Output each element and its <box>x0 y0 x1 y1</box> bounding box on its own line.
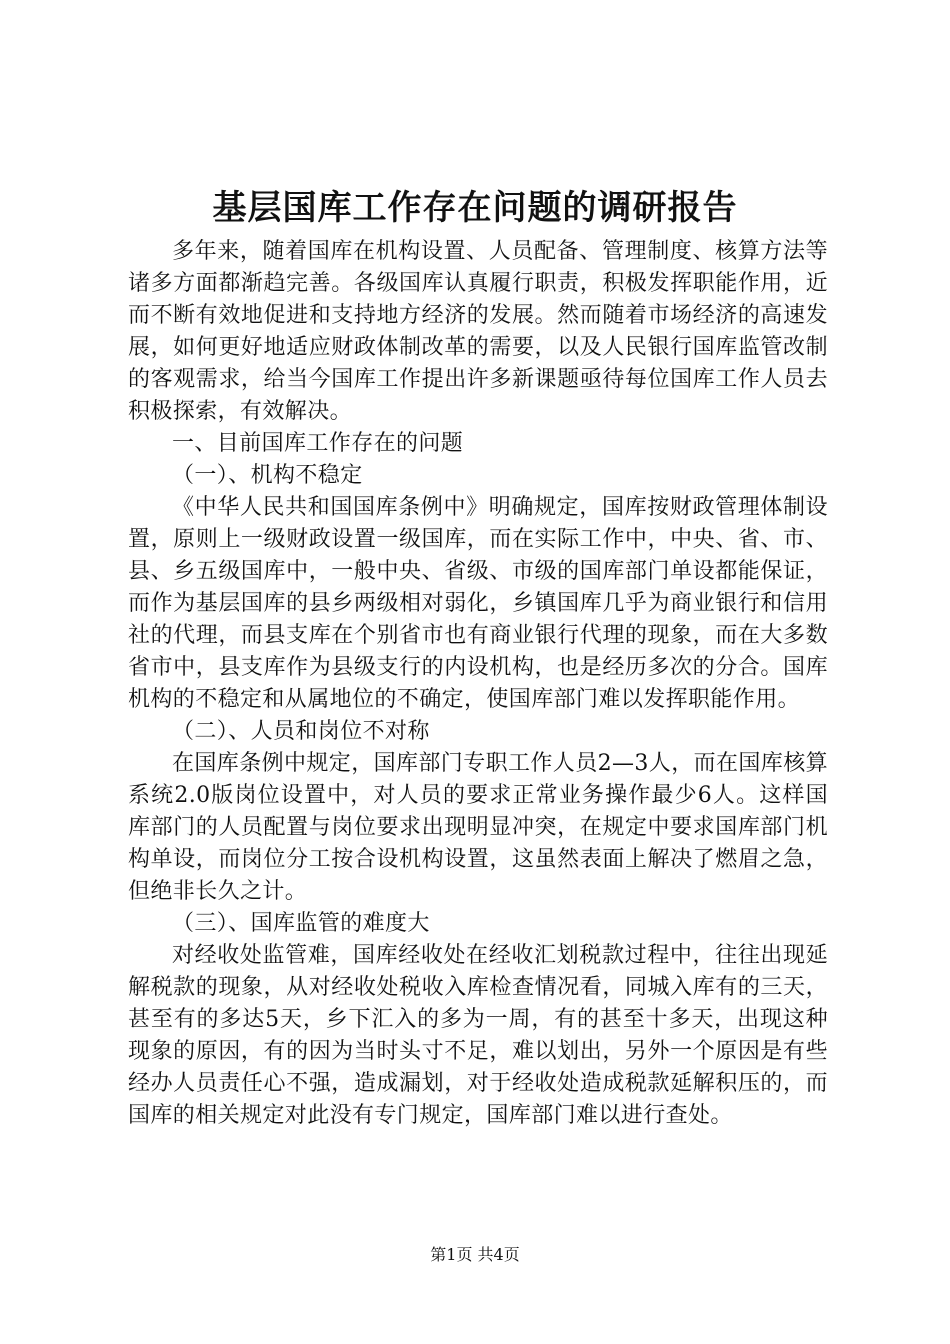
subsection-3-paragraph: 对经收处监管难，国库经收处在经收汇划税款过程中，往往出现延解税款的现象，从对经收处税收入库检查情况看，同城入库有的三天，甚至有的多达5天，乡下汇入的多为一周，有的甚至十多天，出现这种现象的原因，有的因为当时头寸不足，难以划出，另外一个原因是有些经办人员责任心不强，造成漏划，对于经收处造成税款延解积压的，而国库的相关规定对此没有专门规定，国库部门难以进行查处。 <box>128 943 828 1128</box>
section-heading-1: 一、目前国库工作存在的问题 <box>172 431 464 456</box>
intro-paragraph: 多年来，随着国库在机构设置、人员配备、管理制度、核算方法等诸多方面都渐趋完善。各级国库认真履行职责，积极发挥职能作用，近而不断有效地促进和支持地方经济的发展。然而随着市场经济的高速发展，如何更好地适应财政体制改革的需要，以及人民银行国库监管改制的客观需求，给当今国库工作提出许多新课题亟待每位国库工作人员去积极探索，有效解决。 <box>128 239 828 424</box>
subsection-2-paragraph: 在国库条例中规定，国库部门专职工作人员2—3人，而在国库核算系统2.0版岗位设置中，对人员的要求正常业务操作最少6人。这样国库部门的人员配置与岗位要求出现明显冲突，在规定中要求国库部门机构单设，而岗位分工按合设机构设置，这虽然表面上解决了燃眉之急，但绝非长久之计。 <box>128 751 828 904</box>
subsection-heading-1: （一）、机构不稳定 <box>172 463 363 488</box>
subsection-1-paragraph: 《中华人民共和国国库条例中》明确规定，国库按财政管理体制设置，原则上一级财政设置一级国库，而在实际工作中，中央、省、市、县、乡五级国库中，一般中央、省级、市级的国库部门单设都能保证，而作为基层国库的县乡两级相对弱化，乡镇国库几乎为商业银行和信用社的代理，而县支库在个别省市也有商业银行代理的现象，而在大多数省市中，县支库作为县级支行的内设机构，也是经历多次的分合。国库机构的不稳定和从属地位的不确定，使国库部门难以发挥职能作用。 <box>128 495 828 712</box>
document-title: 基层国库工作存在问题的调研报告 <box>212 188 738 228</box>
subsection-heading-2: （二）、人员和岗位不对称 <box>172 719 430 744</box>
document-body <box>128 236 828 1132</box>
subsection-heading-3: （三）、国库监管的难度大 <box>172 911 430 936</box>
page-indicator: 第1页 共4页 <box>430 1245 520 1264</box>
